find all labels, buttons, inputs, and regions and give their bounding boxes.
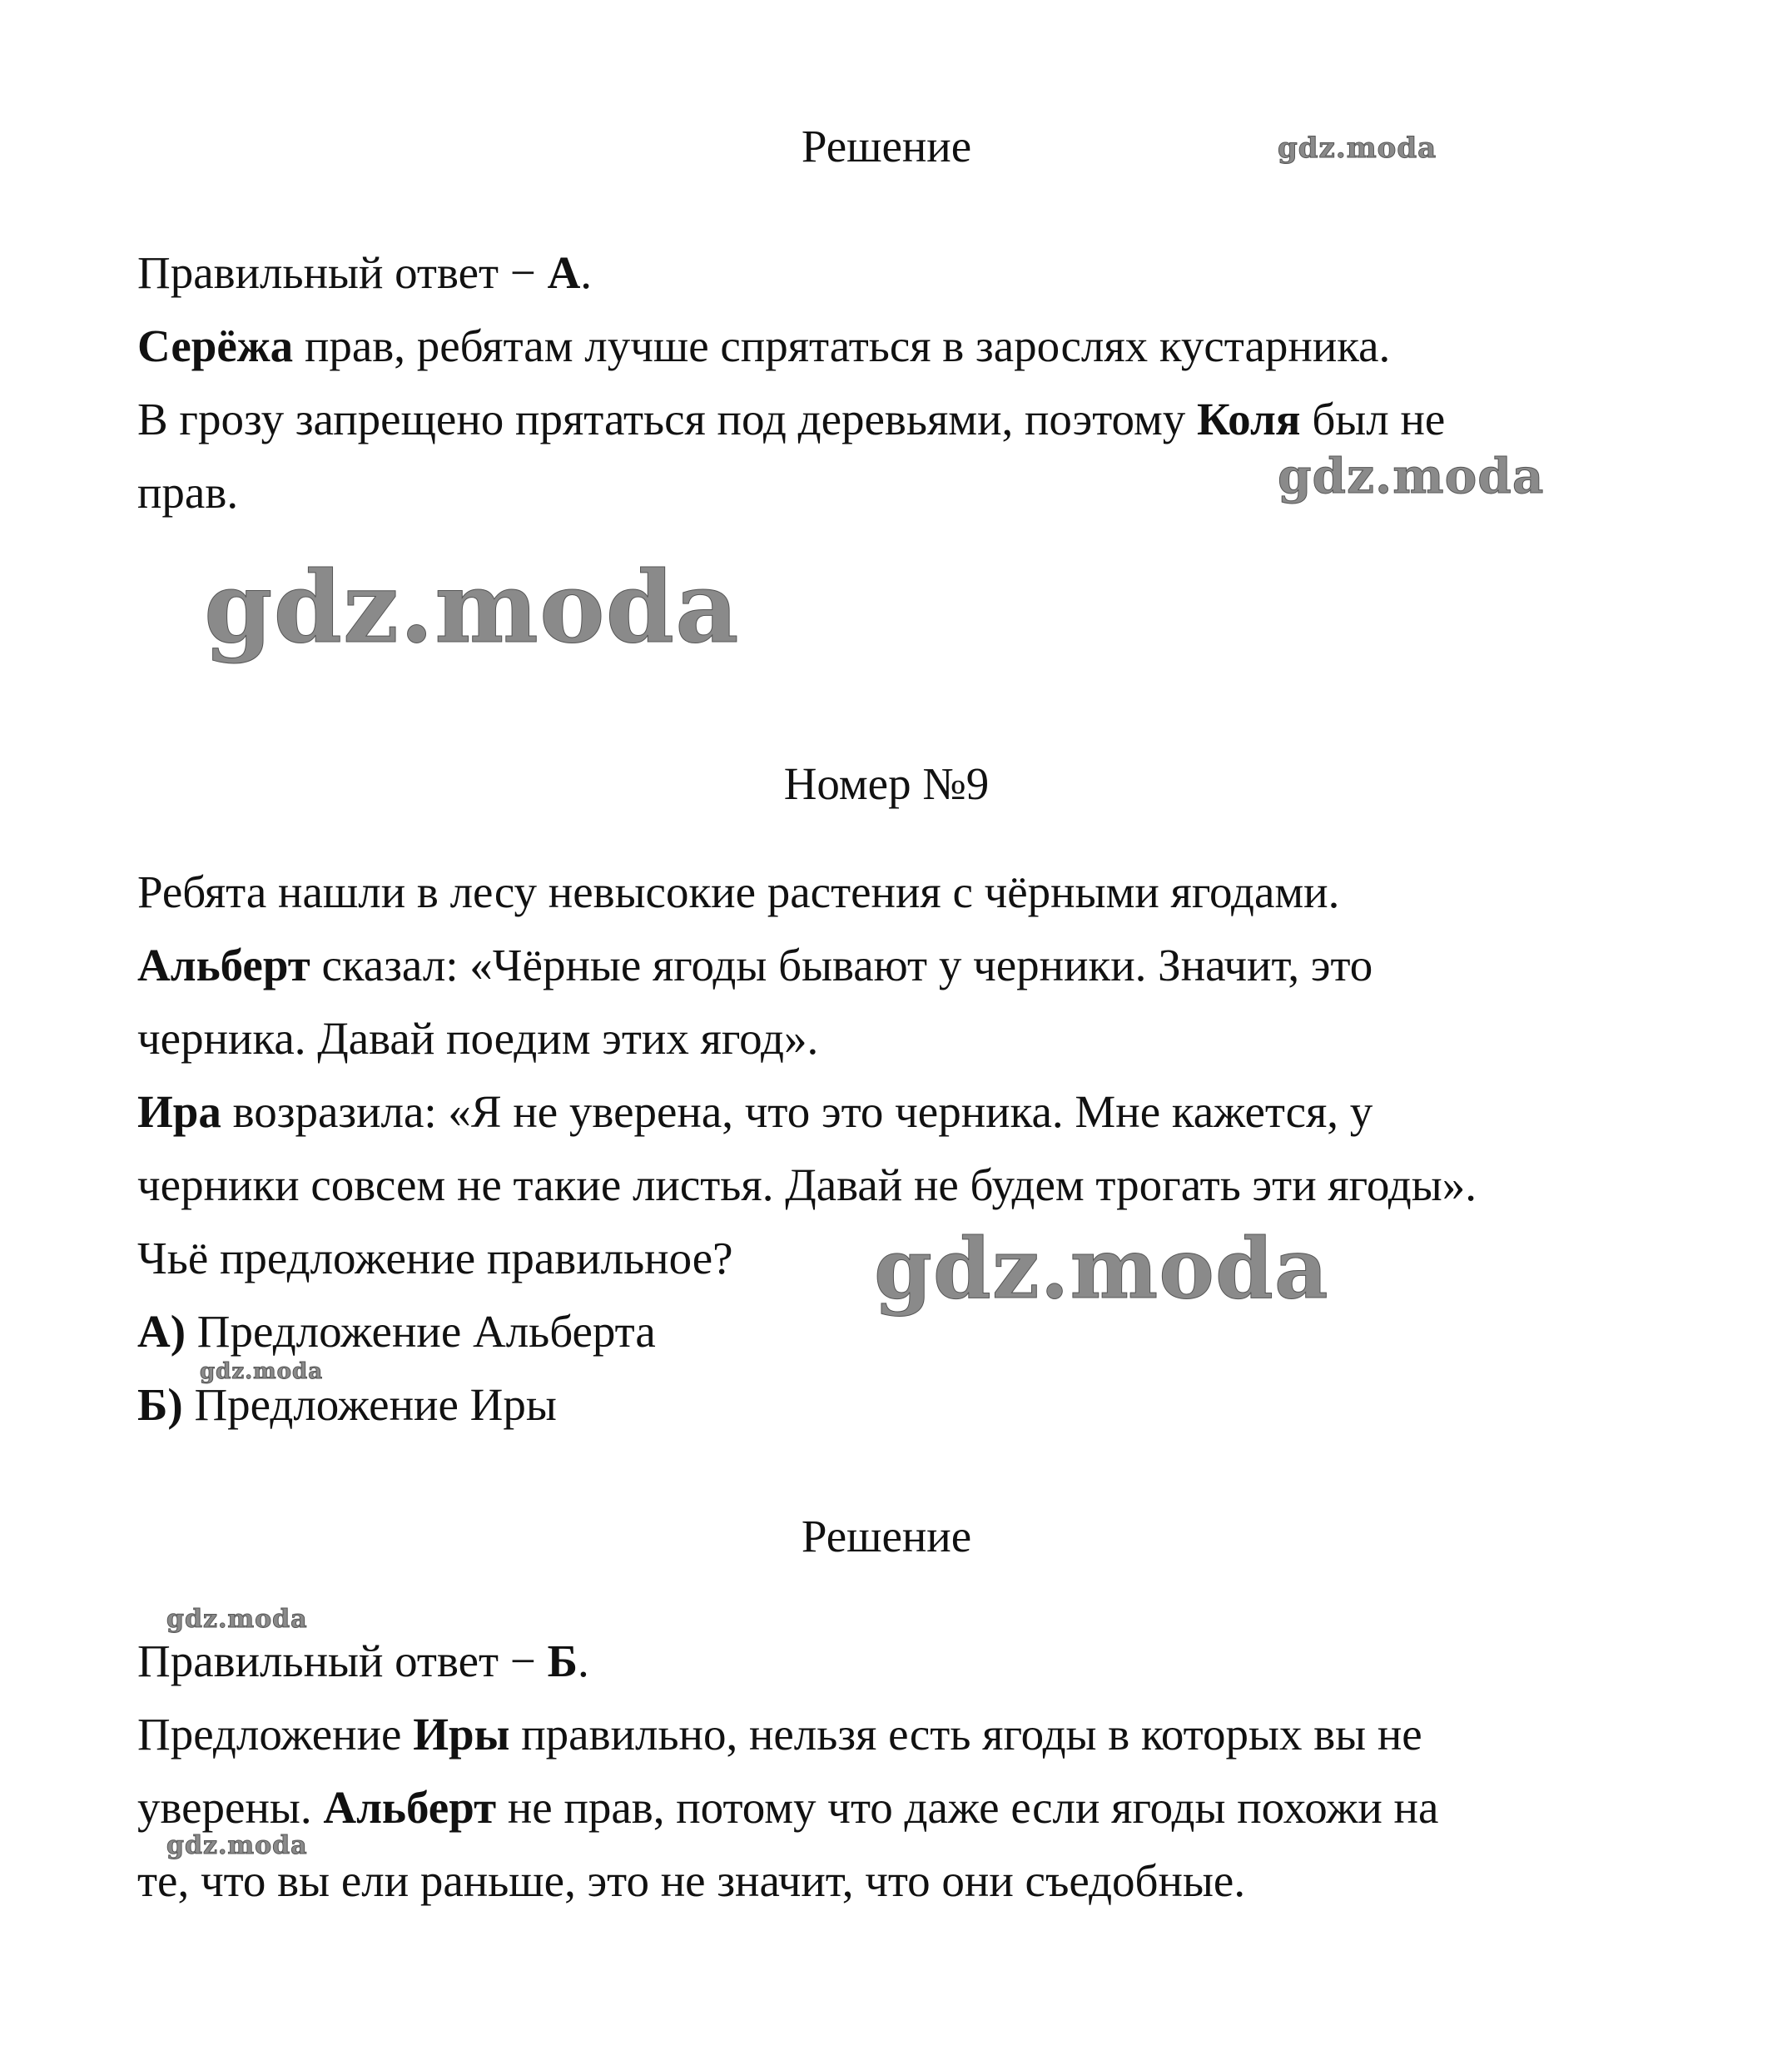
solution-heading: Решение [801, 121, 972, 171]
watermark: gdz.moda [166, 1605, 308, 1634]
task-line [137, 939, 1373, 992]
explanation-text: прав, ребятам лучше спрятаться в зарослях кустарника. [293, 320, 1391, 371]
watermark: gdz.moda [1278, 448, 1545, 504]
option-b-label: Б) [137, 1379, 183, 1430]
task-question: Чьё предложение правильное? [137, 1233, 733, 1283]
task-intro: Ребята нашли в лесу невысокие растения с чёрными ягодами. [137, 866, 1340, 917]
watermark: gdz.moda [1278, 132, 1437, 165]
answer-line [137, 1635, 589, 1688]
answer-prefix: Правильный ответ − [137, 1636, 548, 1686]
task-line: черники совсем не такие листья. Давай не будем трогать эти ягоды». [137, 1159, 1477, 1210]
explanation-text: В грозу запрещено прятаться под деревьями, поэтому [137, 394, 1198, 444]
explanation-text: не прав, потому что даже если ягоды похожи на [496, 1782, 1439, 1833]
answer-letter: А [547, 247, 581, 298]
name-ira: Ира [137, 1086, 221, 1137]
explanation-line: прав. [137, 467, 239, 518]
name-serezha: Серёжа [137, 320, 294, 371]
solution-heading: Решение [801, 1511, 972, 1561]
option-a [137, 1305, 656, 1358]
answer-letter: Б [547, 1636, 578, 1686]
task-heading: Номер №9 [783, 758, 990, 809]
explanation-line: те, что вы ели раньше, это не значит, что они съедобные. [137, 1855, 1246, 1906]
watermark: gdz.moda [204, 549, 740, 665]
explanation-line [137, 1708, 1422, 1761]
watermark: gdz.moda [874, 1219, 1329, 1318]
explanation-line [137, 393, 1445, 446]
explanation-text: правильно, нельзя есть ягоды в которых вы не [509, 1709, 1422, 1760]
option-b-text: Предложение Иры [182, 1379, 557, 1430]
task-text: сказал: «Чёрные ягоды бывают у черники. Значит, это [310, 940, 1373, 990]
name-albert: Альберт [323, 1782, 497, 1833]
explanation-line [137, 320, 1390, 373]
task-text: возразила: «Я не уверена, что это черника. Мне кажется, у [221, 1086, 1373, 1137]
answer-line [137, 246, 592, 300]
option-a-text: Предложение Альберта [186, 1306, 656, 1357]
option-b [137, 1378, 557, 1432]
answer-prefix: Правильный ответ − [137, 247, 548, 298]
watermark: gdz.moda [166, 1831, 308, 1860]
explanation-text: уверены. [137, 1782, 324, 1833]
explanation-line [137, 1781, 1438, 1834]
name-kolya: Коля [1197, 394, 1301, 444]
answer-suffix: . [580, 247, 593, 298]
explanation-text: Предложение [137, 1709, 414, 1760]
explanation-text: был не [1300, 394, 1446, 444]
name-ira: Иры [413, 1709, 510, 1760]
name-albert: Альберт [137, 940, 310, 990]
answer-suffix: . [577, 1636, 589, 1686]
task-line [137, 1085, 1373, 1139]
watermark: gdz.moda [200, 1359, 324, 1384]
option-a-label: А) [137, 1306, 186, 1357]
task-line: черника. Давай поедим этих ягод». [137, 1013, 819, 1064]
